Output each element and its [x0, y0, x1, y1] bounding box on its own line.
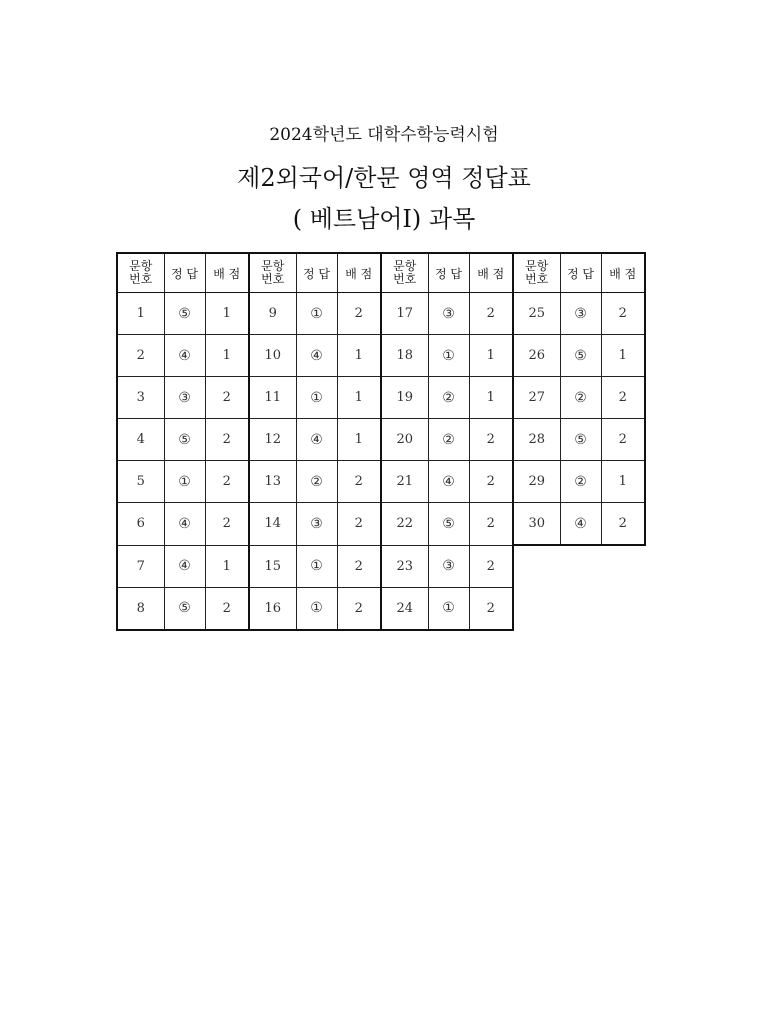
points-cell: 1: [337, 377, 381, 419]
header-question-number-line1: 문항: [525, 259, 549, 273]
question-number-cell: 7: [117, 545, 164, 587]
points-cell: 1: [205, 293, 249, 335]
header-question-number-line2: 번호: [525, 272, 549, 286]
header-question-number-line1: 문항: [393, 259, 417, 273]
table-row: [117, 587, 645, 630]
points-cell: 2: [469, 419, 513, 461]
table-row: [117, 545, 645, 587]
question-number-cell: 10: [249, 335, 296, 377]
header-answer: 정 답: [428, 253, 469, 293]
question-number-cell: 28: [513, 419, 560, 461]
question-number-cell: 5: [117, 461, 164, 503]
header-points: 배 점: [337, 253, 381, 293]
points-cell: 2: [601, 503, 645, 546]
exam-year-title: 2024학년도 대학수학능력시험: [269, 125, 499, 145]
question-number-cell: 8: [117, 587, 164, 630]
empty-cell: [513, 587, 560, 630]
table-row: [117, 461, 645, 503]
points-cell: 1: [469, 377, 513, 419]
question-number-cell: 21: [381, 461, 428, 503]
empty-cell: [601, 587, 645, 630]
header-question-number: [117, 253, 164, 293]
answer-cell: ④: [164, 545, 205, 587]
header-question-number-line2: 번호: [261, 272, 285, 286]
answer-cell: ④: [296, 419, 337, 461]
answer-key-table: [116, 252, 646, 631]
answer-cell: ⑤: [164, 419, 205, 461]
answer-cell: ①: [296, 587, 337, 630]
points-cell: 2: [205, 461, 249, 503]
points-cell: 2: [469, 293, 513, 335]
question-number-cell: 22: [381, 503, 428, 546]
table-row: [117, 503, 645, 546]
answer-cell: ⑤: [164, 587, 205, 630]
points-cell: 2: [205, 587, 249, 630]
answer-cell: ③: [164, 377, 205, 419]
answer-cell: ①: [428, 335, 469, 377]
points-cell: 1: [205, 545, 249, 587]
answer-cell: ④: [296, 335, 337, 377]
points-cell: 2: [205, 503, 249, 546]
points-cell: 1: [469, 335, 513, 377]
answer-cell: ①: [164, 461, 205, 503]
table-row: [117, 335, 645, 377]
header-points: 배 점: [469, 253, 513, 293]
question-number-cell: 19: [381, 377, 428, 419]
points-cell: 2: [469, 503, 513, 546]
question-number-cell: 25: [513, 293, 560, 335]
points-cell: 2: [337, 545, 381, 587]
answer-cell: ①: [296, 545, 337, 587]
points-cell: 2: [337, 503, 381, 546]
question-number-cell: 23: [381, 545, 428, 587]
question-number-cell: 20: [381, 419, 428, 461]
answer-cell: ⑤: [560, 419, 601, 461]
question-number-cell: 13: [249, 461, 296, 503]
table-body: [117, 293, 645, 630]
points-cell: 2: [337, 293, 381, 335]
question-number-cell: 27: [513, 377, 560, 419]
header-question-number: [513, 253, 560, 293]
header-answer: 정 답: [296, 253, 337, 293]
header-answer: 정 답: [164, 253, 205, 293]
table-row: [117, 419, 645, 461]
header-question-number: [381, 253, 428, 293]
answer-cell: ①: [296, 293, 337, 335]
question-number-cell: 16: [249, 587, 296, 630]
points-cell: 2: [469, 587, 513, 630]
answer-cell: ②: [560, 461, 601, 503]
points-cell: 2: [601, 293, 645, 335]
question-number-cell: 14: [249, 503, 296, 546]
header-question-number-line2: 번호: [129, 272, 153, 286]
question-number-cell: 11: [249, 377, 296, 419]
header-points: 배 점: [601, 253, 645, 293]
question-number-cell: 26: [513, 335, 560, 377]
answer-cell: ②: [428, 377, 469, 419]
question-number-cell: 4: [117, 419, 164, 461]
empty-cell: [560, 587, 601, 630]
question-number-cell: 15: [249, 545, 296, 587]
answer-cell: ③: [428, 545, 469, 587]
table-row: [117, 377, 645, 419]
answer-cell: ⑤: [164, 293, 205, 335]
answer-cell: ③: [296, 503, 337, 546]
answer-cell: ②: [560, 377, 601, 419]
points-cell: 2: [601, 419, 645, 461]
points-cell: 1: [337, 419, 381, 461]
question-number-cell: 30: [513, 503, 560, 546]
question-number-cell: 17: [381, 293, 428, 335]
question-number-cell: 3: [117, 377, 164, 419]
answer-cell: ④: [560, 503, 601, 546]
answer-key-title: 제2외국어/한문 영역 정답표: [237, 164, 531, 192]
header-question-number-line1: 문항: [129, 259, 153, 273]
points-cell: 2: [205, 377, 249, 419]
answer-cell: ③: [560, 293, 601, 335]
question-number-cell: 2: [117, 335, 164, 377]
question-number-cell: 29: [513, 461, 560, 503]
points-cell: 2: [337, 587, 381, 630]
header-answer: 정 답: [560, 253, 601, 293]
answer-cell: ④: [428, 461, 469, 503]
points-cell: 2: [601, 377, 645, 419]
points-cell: 1: [205, 335, 249, 377]
answer-cell: ③: [428, 293, 469, 335]
answer-cell: ⑤: [560, 335, 601, 377]
question-number-cell: 6: [117, 503, 164, 546]
answer-cell: ⑤: [428, 503, 469, 546]
header-question-number-line2: 번호: [393, 272, 417, 286]
points-cell: 1: [337, 335, 381, 377]
question-number-cell: 1: [117, 293, 164, 335]
points-cell: 1: [601, 335, 645, 377]
answer-cell: ②: [428, 419, 469, 461]
empty-cell: [560, 545, 601, 587]
table-header-row: [117, 253, 645, 293]
header-question-number: [249, 253, 296, 293]
question-number-cell: 24: [381, 587, 428, 630]
answer-cell: ①: [296, 377, 337, 419]
question-number-cell: 12: [249, 419, 296, 461]
header-points: 배 점: [205, 253, 249, 293]
points-cell: 1: [601, 461, 645, 503]
points-cell: 2: [205, 419, 249, 461]
header-question-number-line1: 문항: [261, 259, 285, 273]
answer-cell: ④: [164, 503, 205, 546]
answer-cell: ④: [164, 335, 205, 377]
points-cell: 2: [337, 461, 381, 503]
empty-cell: [601, 545, 645, 587]
points-cell: 2: [469, 461, 513, 503]
answer-cell: ②: [296, 461, 337, 503]
question-number-cell: 18: [381, 335, 428, 377]
subject-title: ( 베트남어Ⅰ) 과목: [292, 205, 476, 233]
points-cell: 2: [469, 545, 513, 587]
empty-cell: [513, 545, 560, 587]
question-number-cell: 9: [249, 293, 296, 335]
answer-cell: ①: [428, 587, 469, 630]
table-row: [117, 293, 645, 335]
